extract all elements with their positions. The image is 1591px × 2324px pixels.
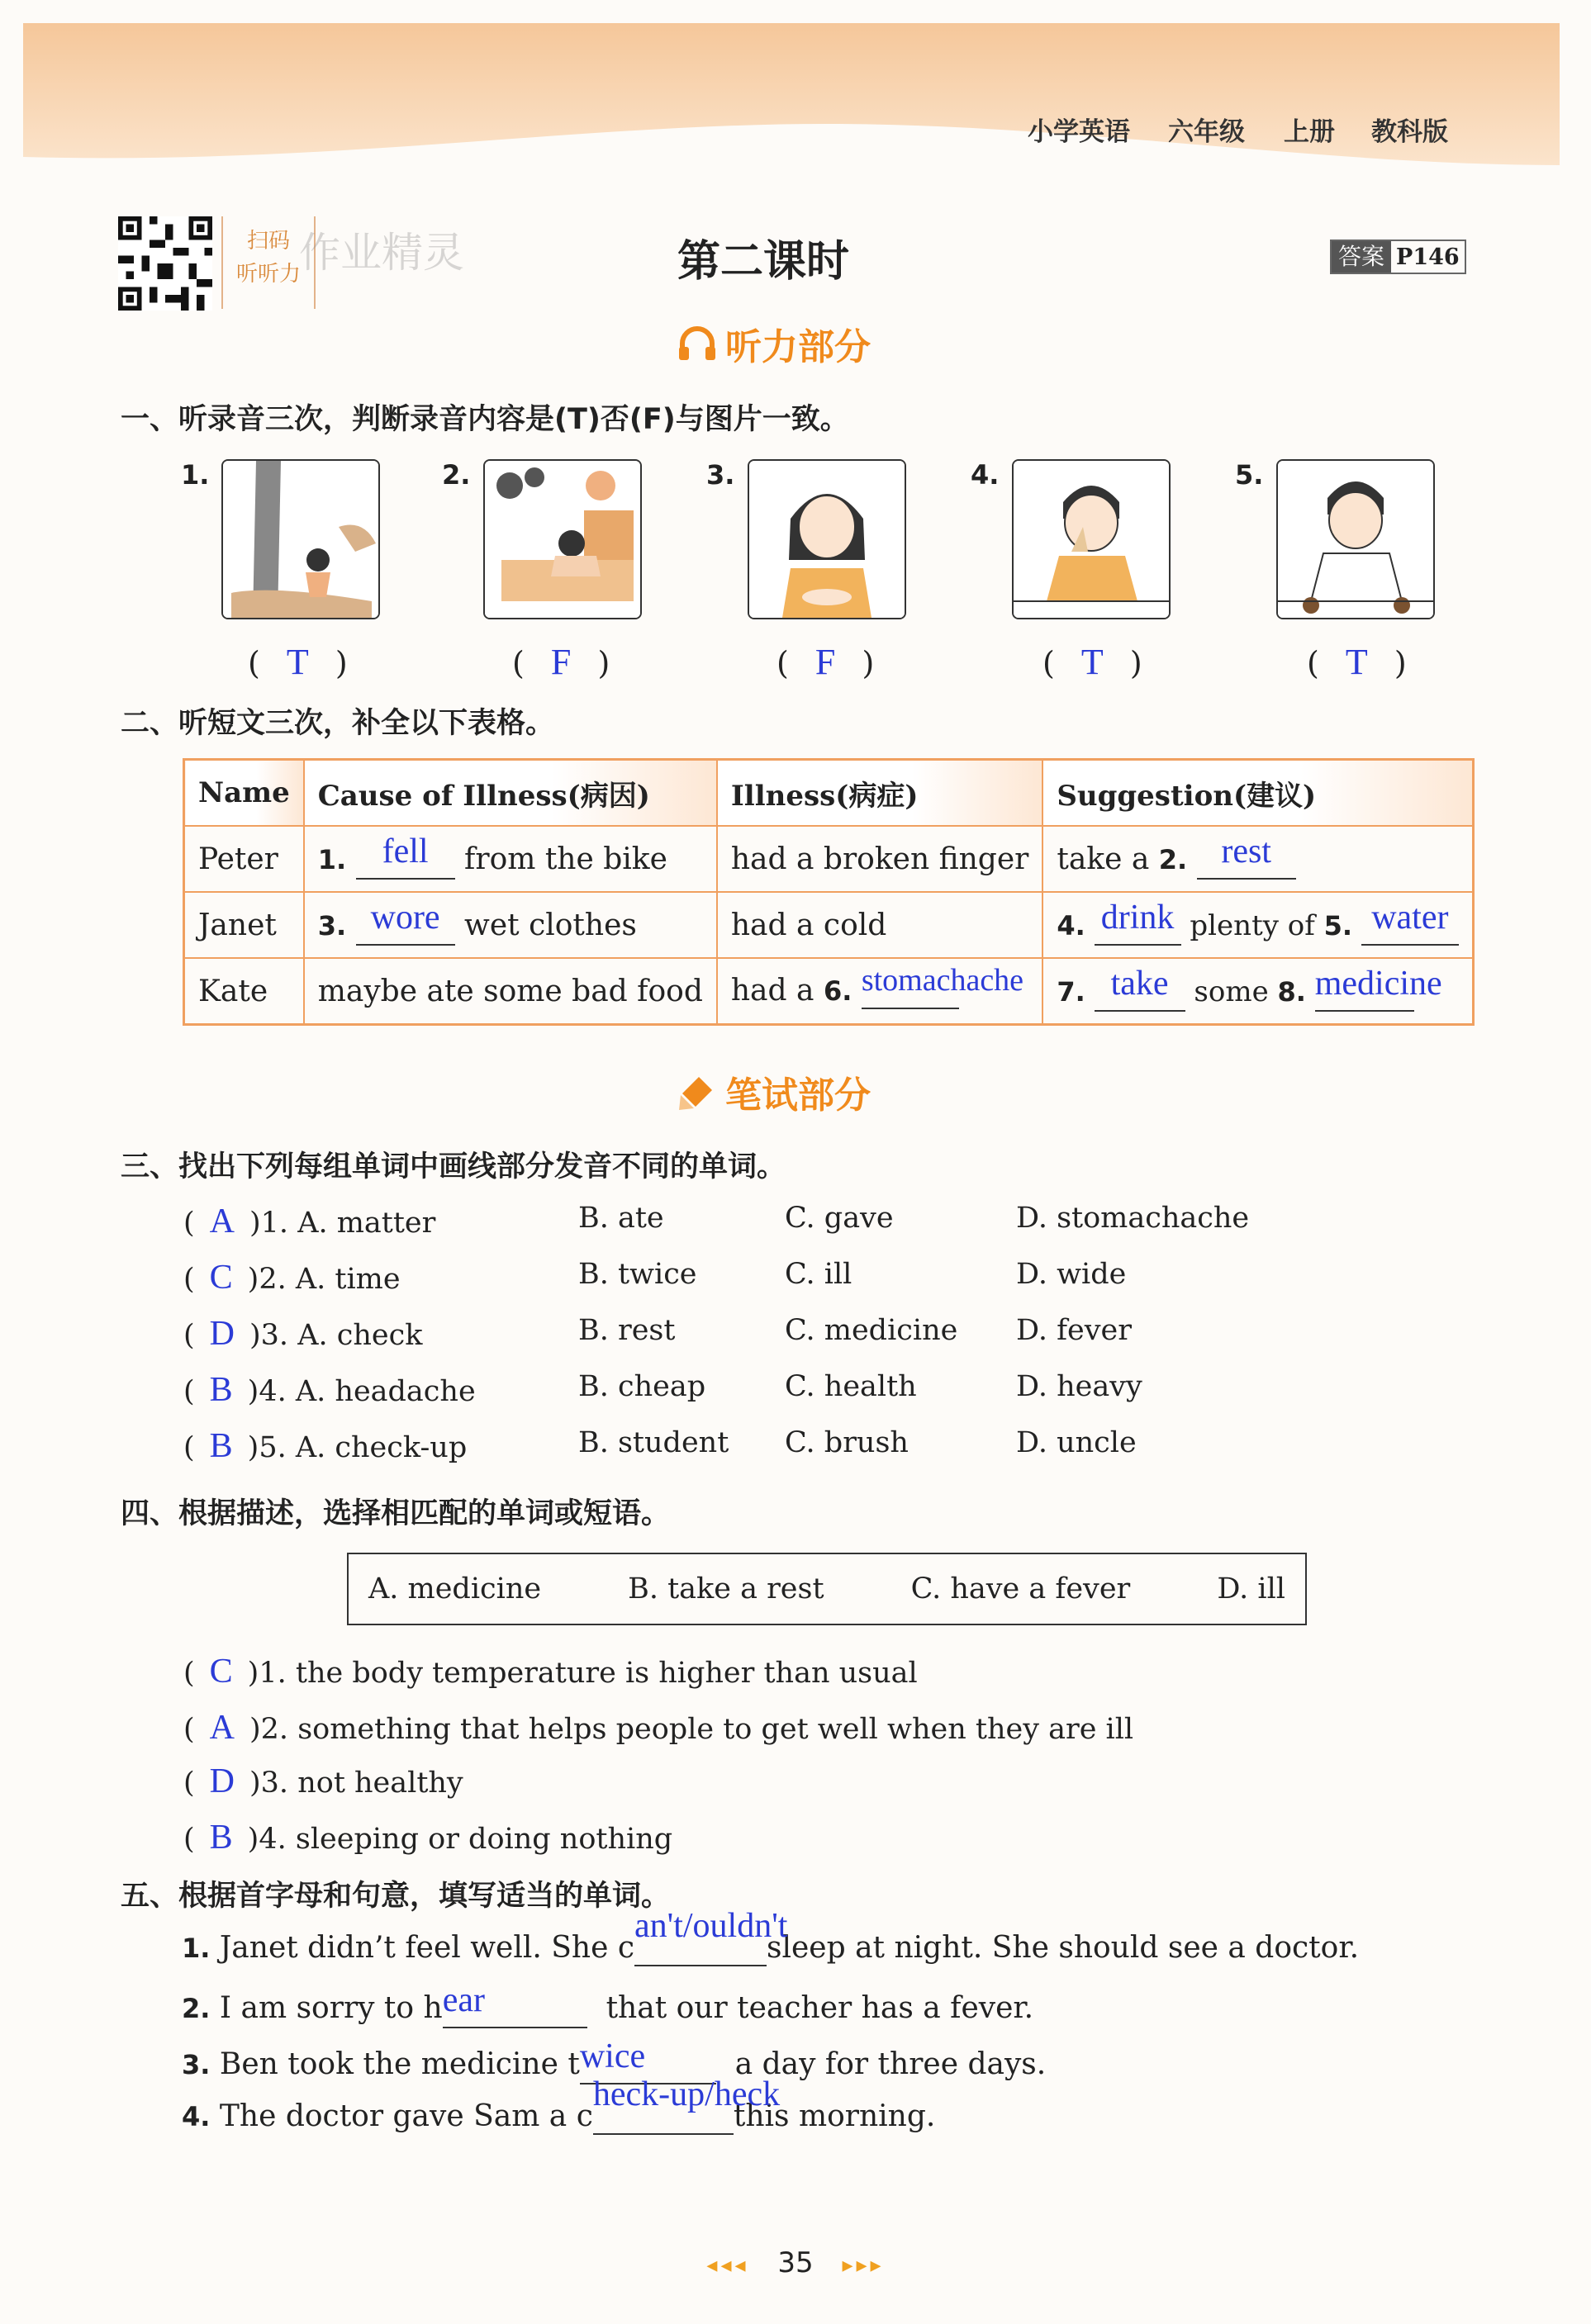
blank-answer: heck-up/heck: [592, 2075, 781, 2113]
q5-post: a day for three days.: [734, 2047, 1047, 2081]
q1-answer-slot[interactable]: ( T ): [248, 642, 348, 682]
blank-num: 7.: [1057, 976, 1085, 1008]
q4-num: )1.: [247, 1657, 287, 1690]
q5-num: 1.: [182, 1933, 211, 1964]
q3-opt-b: B. cheap: [578, 1370, 706, 1403]
blank-num: 6.: [823, 975, 852, 1007]
q4-text: the body temperature is higher than usual: [295, 1657, 918, 1690]
q1-item-num: 3.: [706, 459, 735, 491]
q5-item: [182, 2075, 936, 2135]
boy-eating-illustration: [1014, 461, 1169, 618]
q3-item: ( D )3. A. check: [183, 1315, 423, 1353]
q5-num: 2.: [182, 1993, 211, 2024]
q1-item-num: 5.: [1235, 459, 1264, 491]
prev-arrows-icon: ◂◂◂: [706, 2253, 749, 2278]
q5-post: this morning.: [733, 2099, 936, 2133]
q1-picture-tree-girl: [221, 459, 380, 619]
blank-answer: an't/ouldn't: [634, 1907, 788, 1945]
q1-item-num: 2.: [442, 459, 471, 491]
blank-field[interactable]: [1197, 832, 1296, 880]
table-cell-name: Peter: [184, 826, 304, 892]
blank-field[interactable]: [1314, 965, 1442, 1012]
table-cell-suggestion: [1042, 826, 1473, 892]
q5-num: 3.: [182, 2049, 211, 2080]
q1-answer-slot[interactable]: ( T ): [1042, 642, 1142, 682]
answer-badge: [1330, 240, 1466, 274]
blank-field[interactable]: [1095, 965, 1185, 1012]
q4-option: B. take a rest: [628, 1572, 824, 1605]
q4-option: C. have a fever: [910, 1572, 1131, 1605]
page-number: 35: [777, 2246, 814, 2279]
q3-answer[interactable]: B: [209, 1427, 233, 1465]
q3-opt-d: D. heavy: [1016, 1370, 1142, 1403]
blank-field[interactable]: [442, 1981, 587, 2028]
table-cell-illness: [717, 958, 1042, 1025]
written-heading: [676, 1065, 871, 1118]
qr-label-listen: 听听力: [235, 262, 301, 287]
header-subject: 小学英语: [1028, 117, 1130, 147]
table-header-row: [184, 760, 1474, 827]
header-volume: 上册: [1284, 117, 1335, 147]
q3-item: ( B )4. A. headache: [183, 1371, 476, 1409]
pencil-icon: [676, 1070, 719, 1113]
table-row: [184, 958, 1474, 1025]
q3-opt-d: D. fever: [1016, 1314, 1132, 1347]
q3-opt-b: B. student: [578, 1426, 729, 1459]
q4-option: A. medicine: [368, 1572, 542, 1605]
q1-answer-slot[interactable]: ( F ): [512, 642, 610, 682]
q3-answer[interactable]: A: [209, 1202, 235, 1240]
q5-pre: Janet didn’t feel well. She c: [219, 1931, 634, 1965]
blank-answer: ear: [442, 1981, 485, 2019]
q1-answer-slot[interactable]: ( T ): [1307, 642, 1407, 682]
q4-instruction: 四、根据描述，选择相匹配的单词或短语。: [121, 1497, 671, 1530]
blank-num: 2.: [1158, 844, 1188, 875]
blank-num: 1.: [317, 844, 347, 875]
q3-answer[interactable]: C: [209, 1259, 233, 1297]
suggestion-text: plenty of: [1190, 909, 1315, 942]
q4-answer[interactable]: A: [209, 1709, 235, 1747]
q3-num: )4.: [247, 1375, 287, 1408]
blank-answer: wice: [579, 2037, 646, 2075]
qr-label-scan: 扫码: [246, 229, 290, 254]
answer-badge-page: P146: [1396, 244, 1460, 270]
q3-opt-c: C. brush: [785, 1426, 909, 1459]
blank-field[interactable]: [861, 962, 1024, 1009]
q1-picture-boy-thinking: [1276, 459, 1435, 619]
q5-post: that our teacher has a fever.: [606, 1991, 1034, 2025]
q1-answer: T: [1080, 642, 1104, 682]
q3-item: ( C )2. A. time: [183, 1259, 401, 1297]
blank-field[interactable]: [1361, 899, 1459, 946]
q3-answer[interactable]: B: [209, 1371, 233, 1409]
q1-instruction: 一、听录音三次，判断录音内容是(T)否(F)与图片一致。: [121, 403, 849, 436]
q3-item: ( A )1. A. matter: [183, 1202, 436, 1240]
watermark: 作业精灵: [299, 229, 464, 277]
q4-text: sleeping or doing nothing: [295, 1823, 673, 1856]
blank-field[interactable]: [634, 1907, 788, 1966]
q5-pre: I am sorry to h: [219, 1991, 443, 2025]
q4-text: not healthy: [297, 1767, 463, 1800]
suggestion-text: some: [1194, 975, 1269, 1008]
blank-field[interactable]: [1095, 899, 1181, 946]
q3-opt-c: C. health: [785, 1370, 917, 1403]
q3-opt-b: B. ate: [578, 1202, 664, 1235]
q3-instruction: 三、找出下列每组单词中画线部分发音不同的单词。: [121, 1150, 786, 1183]
blank-num: 8.: [1277, 976, 1306, 1008]
blank-num: 5.: [1323, 910, 1353, 941]
q3-num: )5.: [247, 1431, 287, 1464]
table-cell-cause: maybe ate some bad food: [304, 958, 717, 1025]
q5-item: [182, 1907, 1360, 1966]
q3-opt-a: A. matter: [297, 1207, 436, 1240]
q4-item: ( B )4. sleeping or doing nothing: [183, 1819, 673, 1857]
next-arrows-icon: ▸▸▸: [842, 2253, 885, 2278]
table-cell-name: Kate: [184, 958, 304, 1025]
q4-option: D. ill: [1217, 1572, 1285, 1605]
q1-picture-girl-in-bed: [483, 459, 642, 619]
blank-field[interactable]: [592, 2075, 781, 2135]
q5-pre: The doctor gave Sam a c: [219, 2099, 593, 2133]
q4-options-box: [347, 1553, 1307, 1625]
q3-num: )3.: [249, 1319, 289, 1352]
blank-field[interactable]: [356, 899, 455, 946]
q1-answer-slot[interactable]: ( F ): [777, 642, 875, 682]
blank-answer: stomachache: [861, 962, 1024, 998]
illness-table: [183, 758, 1475, 1026]
q4-item: ( A )2. something that helps people to get well when they are ill: [183, 1709, 1134, 1747]
q4-num: )2.: [249, 1713, 289, 1746]
blank-field[interactable]: [356, 832, 455, 880]
answer-badge-key: 答案: [1332, 241, 1391, 273]
q3-opt-c: C. ill: [785, 1258, 852, 1291]
tree-girl-illustration: [223, 461, 378, 618]
q1-answer: T: [286, 642, 309, 682]
blank-num: 3.: [317, 910, 347, 941]
q3-opt-d: D. stomachache: [1016, 1202, 1250, 1235]
listening-heading: [676, 317, 871, 370]
q4-num: )3.: [249, 1767, 289, 1800]
q4-item: ( C )1. the body temperature is higher than usual: [183, 1653, 918, 1691]
q3-opt-a: A. headache: [295, 1375, 476, 1408]
q3-num: )1.: [249, 1207, 289, 1240]
blank-answer: fell: [382, 832, 429, 870]
cause-text: wet clothes: [464, 908, 637, 942]
written-heading-text: 笔试部分: [725, 1074, 871, 1117]
q3-answer[interactable]: D: [209, 1315, 235, 1353]
girl-stomachache-illustration: [749, 461, 905, 618]
q1-item-num: 4.: [971, 459, 1000, 491]
boy-thinking-illustration: [1278, 461, 1433, 618]
table-cell-name: Janet: [184, 892, 304, 958]
q4-num: )4.: [247, 1823, 287, 1856]
q4-answer[interactable]: D: [209, 1762, 235, 1800]
page-title: 第二课时: [677, 237, 850, 287]
q3-opt-a: A. check-up: [295, 1431, 468, 1464]
q2-instruction: 二、听短文三次，补全以下表格。: [121, 707, 555, 740]
table-cell-suggestion: [1042, 958, 1473, 1025]
q4-answer[interactable]: B: [209, 1819, 233, 1857]
q5-pre: Ben took the medicine t: [219, 2047, 580, 2081]
qr-code[interactable]: [118, 216, 212, 311]
q5-instruction: 五、根据首字母和句意，填写适当的单词。: [121, 1880, 671, 1913]
blank-answer: drink: [1100, 899, 1175, 937]
cause-text: from the bike: [464, 842, 667, 876]
q3-opt-b: B. twice: [578, 1258, 697, 1291]
q3-opt-a: A. time: [295, 1263, 401, 1296]
table-header-cell: Name: [184, 760, 304, 827]
q3-opt-c: C. gave: [785, 1202, 894, 1235]
table-row: [184, 826, 1474, 892]
q3-opt-c: C. medicine: [785, 1314, 958, 1347]
blank-answer: medicine: [1314, 965, 1442, 1003]
blank-answer: water: [1371, 899, 1449, 937]
headphones-icon: [676, 322, 719, 365]
girl-in-bed-illustration: [485, 461, 640, 618]
q1-picture-girl-stomachache: [748, 459, 906, 619]
q3-num: )2.: [247, 1263, 287, 1296]
q4-text: something that helps people to get well when they are ill: [297, 1713, 1134, 1746]
table-header-cell: Cause of Illness(病因): [304, 760, 717, 827]
q1-item-num: 1.: [181, 459, 210, 491]
table-cell-illness: had a cold: [717, 892, 1042, 958]
header-band: [0, 0, 1591, 178]
q5-item: [182, 1981, 1034, 2028]
table-header-cell: Suggestion(建议): [1042, 760, 1473, 827]
q1-answer: F: [814, 642, 836, 682]
header-edition: 教科版: [1371, 117, 1448, 147]
blank-answer: wore: [370, 899, 440, 937]
q1-picture-boy-eating: [1012, 459, 1171, 619]
header-grade: 六年级: [1168, 117, 1245, 147]
q3-opt-a: A. check: [297, 1319, 423, 1352]
page-footer: [0, 2246, 1591, 2279]
blank-num: 4.: [1057, 910, 1085, 941]
q1-answer: F: [550, 642, 572, 682]
q5-post: sleep at night. She should see a doctor.: [767, 1931, 1360, 1965]
q3-item: ( B )5. A. check-up: [183, 1427, 468, 1465]
blank-answer: take: [1110, 965, 1169, 1003]
illness-text: had a: [730, 973, 814, 1008]
table-header-cell: Illness(病症): [717, 760, 1042, 827]
table-cell-illness: had a broken finger: [717, 826, 1042, 892]
table-row: [184, 892, 1474, 958]
suggestion-text: take a: [1057, 842, 1150, 876]
q3-opt-b: B. rest: [578, 1314, 676, 1347]
q1-answer: T: [1345, 642, 1368, 682]
q4-answer[interactable]: C: [209, 1653, 233, 1691]
table-cell-suggestion: [1042, 892, 1473, 958]
q3-opt-d: D. wide: [1016, 1258, 1127, 1291]
q4-item: ( D )3. not healthy: [183, 1762, 463, 1800]
table-cell-cause: [304, 892, 717, 958]
listening-heading-text: 听力部分: [725, 326, 871, 368]
table-cell-cause: [304, 826, 717, 892]
q5-num: 4.: [182, 2101, 211, 2132]
blank-answer: rest: [1221, 832, 1271, 870]
q3-opt-d: D. uncle: [1016, 1426, 1137, 1459]
